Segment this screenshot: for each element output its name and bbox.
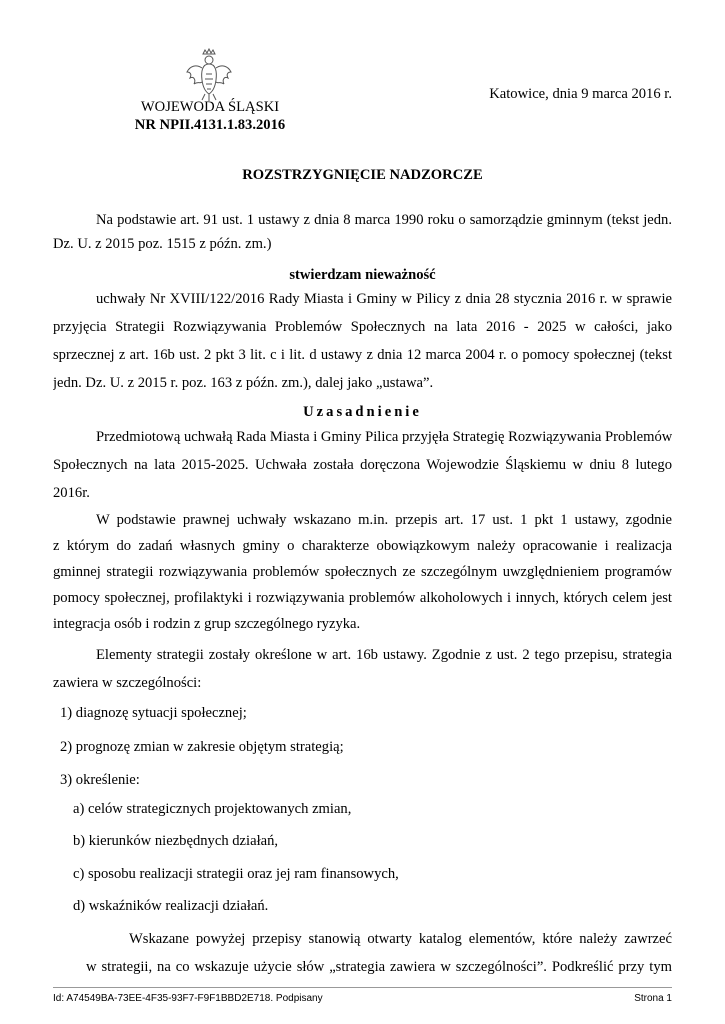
paragraph-line: Społecznych na lata 2015-2025. Uchwała została doręczona Wojewodzie Śląskiemu w dniu 8 lutego xyxy=(53,457,672,473)
footer-document-id: Id: A74549BA-73EE-4F35-93F7-F9F1BBD2E718. Podpisany xyxy=(53,993,323,1004)
resolution-line: jedn. Dz. U. z 2015 r. poz. 163 z późn. zm.), dalej jako „ustawa”. xyxy=(53,375,434,391)
sub-list-item: b) kierunków niezbędnych działań, xyxy=(73,833,279,849)
decision-heading: stwierdzam nieważność xyxy=(289,267,436,283)
sub-list-item: a) celów strategicznych projektowanych zmian, xyxy=(73,801,352,817)
paragraph-line: gminnej strategii rozwiązywania problemów społecznych ze szczególnym uwzględnieniem programów xyxy=(53,564,672,580)
list-item: 2) prognozę zmian w zakresie objętym strategią; xyxy=(60,739,344,755)
paragraph-4 xyxy=(86,927,672,979)
paragraph-3 xyxy=(53,643,672,695)
intro-line: Dz. U. z 2015 poz. 1515 z późn. zm.) xyxy=(53,236,272,252)
list-item: 1) diagnozę sytuacji społecznej; xyxy=(60,705,247,721)
document-title: ROZSTRZYGNIĘCIE NADZORCZE xyxy=(242,167,483,183)
paragraph-line: 2016r. xyxy=(53,485,90,501)
intro-paragraph xyxy=(53,208,672,256)
resolution-line: sprzecznej z art. 16b ust. 2 pkt 3 lit. c i lit. d ustawy z dnia 12 marca 2004 r. o pomocy społecznej (tekst xyxy=(53,347,672,363)
footer-divider xyxy=(53,987,672,988)
paragraph-2 xyxy=(53,508,672,636)
resolution-line: uchwały Nr XVIII/122/2016 Rady Miasta i Gminy w Pilicy z dnia 28 stycznia 2016 r. w sprawie xyxy=(96,291,672,307)
justification-heading: Uzasadnienie xyxy=(303,404,422,420)
authority-name: WOJEWODA ŚLĄSKI xyxy=(140,99,280,115)
footer-page-number: Strona 1 xyxy=(634,993,672,1004)
paragraph-line: Elementy strategii zostały określone w art. 16b ustawy. Zgodnie z ust. 2 tego przepisu, strategia xyxy=(96,647,672,663)
paragraph-line: Wskazane powyżej przepisy stanowią otwarty katalog elementów, które należy zawrzeć xyxy=(129,931,672,947)
resolution-paragraph xyxy=(53,287,672,395)
paragraph-line: zawiera w szczególności: xyxy=(53,675,202,691)
polish-eagle-emblem-icon xyxy=(184,48,234,102)
date-line: Katowice, dnia 9 marca 2016 r. xyxy=(489,86,672,102)
intro-line: Na podstawie art. 91 ust. 1 ustawy z dnia 8 marca 1990 roku o samorządzie gminnym (tekst jedn. xyxy=(96,212,672,228)
resolution-line: przyjęcia Strategii Rozwiązywania Problemów Społecznych na lata 2016 - 2025 w całości, jako xyxy=(53,319,672,335)
paragraph-line: pomocy społecznej, profilaktyki i rozwiązywania problemów alkoholowych i innych, których celem jest xyxy=(53,590,672,606)
paragraph-line: W podstawie prawnej uchwały wskazano m.in. przepis art. 17 ust. 1 pkt 1 ustawy, zgodnie xyxy=(96,512,672,528)
sub-list-item: c) sposobu realizacji strategii oraz jej ram finansowych, xyxy=(73,866,399,882)
sub-list-item: d) wskaźników realizacji działań. xyxy=(73,898,269,914)
paragraph-line: Przedmiotową uchwałą Rada Miasta i Gminy Pilica przyjęła Strategię Rozwiązywania Problemów xyxy=(96,429,672,445)
paragraph-1 xyxy=(53,425,672,505)
list-item: 3) określenie: xyxy=(60,772,140,788)
paragraph-line: z którym do zadań własnych gminy o charakterze obowiązkowym należy opracowanie i realizacja xyxy=(53,538,672,554)
document-number: NR NPII.4131.1.83.2016 xyxy=(134,117,286,133)
paragraph-line: w strategii, na co wskazuje użycie słów „strategia zawiera w szczególności”. Podkreślić przy tym xyxy=(86,959,672,975)
authority-block xyxy=(130,98,290,134)
paragraph-line: integracja osób i rodzin z grup szczególnego ryzyka. xyxy=(53,616,361,632)
